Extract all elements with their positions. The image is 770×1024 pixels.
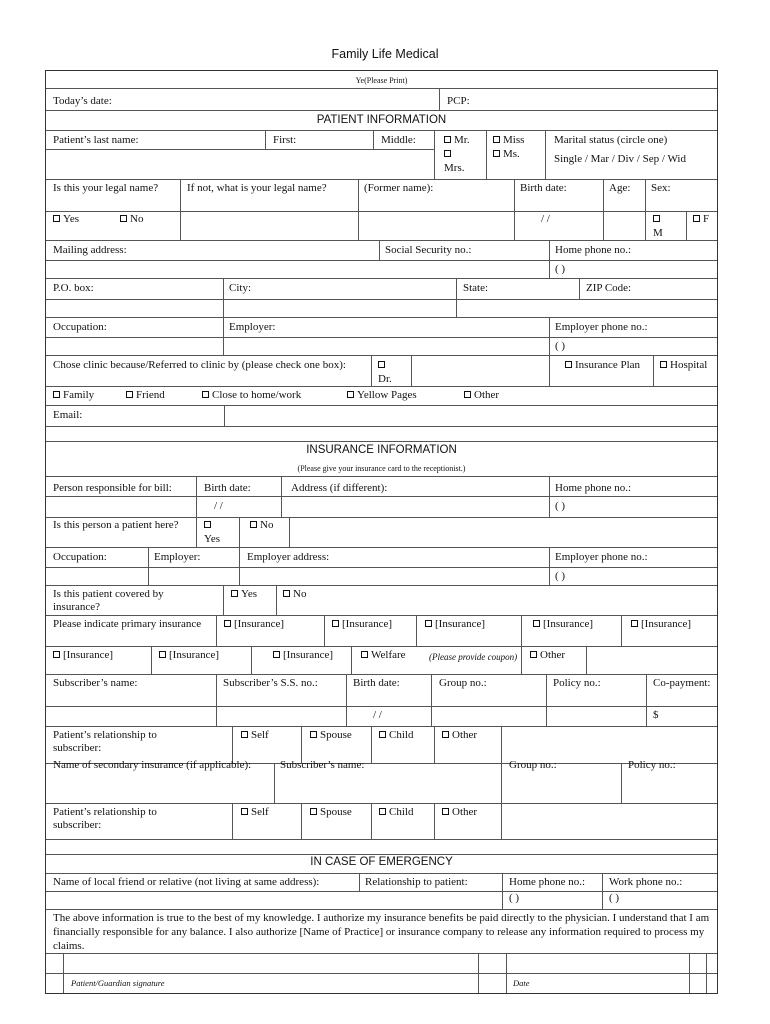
city-label: City:	[229, 282, 252, 294]
referral-dr-checkbox[interactable]	[378, 359, 388, 372]
relationship-question: Patient’s relationship to subscriber:	[53, 729, 157, 754]
is-patient-question: Is this person a patient here?	[53, 519, 179, 531]
spouse-checkbox[interactable]	[310, 731, 317, 738]
secondary-spouse-option[interactable]: Spouse	[310, 806, 352, 819]
secondary-spouse-checkbox[interactable]	[310, 808, 317, 815]
chose-clinic-question: Chose clinic because/Referred to clinic by (please check one box):	[53, 359, 346, 371]
secondary-child-option[interactable]: Child	[379, 806, 413, 819]
subscriber-name-label: Subscriber’s name:	[53, 677, 138, 689]
employer-phone-label: Employer phone no.:	[555, 321, 648, 333]
title-miss-option[interactable]: Miss	[493, 134, 524, 147]
ins-occupation-label: Occupation:	[53, 551, 107, 563]
covered-no-option[interactable]: No	[283, 588, 306, 601]
home-phone-parens: ( )	[555, 263, 566, 275]
friend-checkbox[interactable]	[126, 391, 133, 398]
referral-yellow-pages-option[interactable]: Yellow Pages	[347, 389, 417, 402]
authorization-statement: The above information is true to the best of my knowledge. I authorize my insurance benefits be paid directly to the physician. I understand that I am financially responsible for any balance. I also authorize [Name of Practice] or insurance company to release any information required to process my claims.	[53, 912, 710, 952]
primary-insurance-option-5[interactable]: [Insurance]	[631, 618, 691, 631]
covered-yes-checkbox[interactable]	[231, 590, 238, 597]
ssn-label: Social Security no.:	[385, 244, 472, 256]
sex-m-checkbox[interactable]	[653, 213, 663, 226]
secondary-group-label: Group no.:	[509, 759, 557, 771]
secondary-subscriber-label: Subscriber’s name:	[280, 759, 365, 771]
mr-checkbox[interactable]	[444, 136, 451, 143]
pcp-label: PCP:	[447, 95, 470, 107]
is-patient-no-checkbox[interactable]	[250, 521, 257, 528]
ins-employer-phone-parens: ( )	[555, 570, 566, 582]
primary-other-checkbox[interactable]	[530, 651, 537, 658]
other-checkbox[interactable]	[464, 391, 471, 398]
primary-other-option[interactable]: Other	[530, 649, 565, 662]
former-name-label: (Former name):	[364, 182, 434, 194]
close-checkbox[interactable]	[202, 391, 209, 398]
sex-f-checkbox[interactable]	[693, 215, 700, 222]
secondary-relationship-question: Patient’s relationship to subscriber:	[53, 806, 157, 831]
ins-employer-label: Employer:	[154, 551, 201, 563]
relationship-other-checkbox[interactable]	[442, 731, 449, 738]
primary-insurance-option-3[interactable]: [Insurance]	[425, 618, 485, 631]
emergency-work-phone-parens: ( )	[609, 892, 620, 904]
home-phone-label: Home phone no.:	[555, 244, 632, 256]
responsible-phone-parens: ( )	[555, 500, 566, 512]
secondary-other-option[interactable]: Other	[442, 806, 477, 819]
is-patient-no-option[interactable]: No	[250, 519, 273, 532]
sex-label: Sex:	[651, 182, 671, 194]
welfare-option[interactable]: Welfare	[361, 649, 406, 662]
primary-insurance-option-2[interactable]: [Insurance]	[332, 618, 392, 631]
mailing-address-label: Mailing address:	[53, 244, 127, 256]
insurance-card-note: (Please give your insurance card to the receptionist.)	[297, 464, 466, 473]
legal-yes-option[interactable]: Yes	[53, 213, 79, 226]
middle-name-label: Middle:	[381, 134, 416, 146]
print-note: Ye(Please Print)	[355, 76, 408, 85]
responsible-home-phone-label: Home phone no.:	[555, 482, 632, 494]
first-name-label: First:	[273, 134, 297, 146]
welfare-note: (Please provide coupon)	[429, 652, 518, 662]
state-label: State:	[463, 282, 489, 294]
relationship-child-option[interactable]: Child	[379, 729, 413, 742]
yellow-pages-checkbox[interactable]	[347, 391, 354, 398]
referral-other-option[interactable]: Other	[464, 389, 499, 402]
relationship-to-patient-label: Relationship to patient:	[365, 876, 468, 888]
legal-name-question: Is this your legal name?	[53, 182, 159, 194]
last-name-label: Patient’s last name:	[53, 134, 139, 146]
hospital-checkbox[interactable]	[660, 361, 667, 368]
primary-insurance-option-8[interactable]: [Insurance]	[273, 649, 333, 662]
title-ms-option[interactable]: Ms.	[493, 148, 520, 161]
form-title: Family Life Medical	[331, 47, 439, 61]
emergency-home-phone-parens: ( )	[509, 892, 520, 904]
emergency-home-phone-label: Home phone no.:	[509, 876, 586, 888]
marital-status-label: Marital status (circle one)	[554, 134, 668, 146]
title-mrs-checkbox[interactable]	[444, 148, 454, 161]
referral-dr-label: Dr.	[378, 373, 392, 385]
primary-insurance-option-4[interactable]: [Insurance]	[533, 618, 593, 631]
referral-friend-option[interactable]: Friend	[126, 389, 165, 402]
covered-yes-option[interactable]: Yes	[231, 588, 257, 601]
legal-name-label: If not, what is your legal name?	[187, 182, 327, 194]
responsible-birth-date-label: Birth date:	[204, 482, 251, 494]
secondary-insurance-label: Name of secondary insurance (if applicable):	[53, 759, 252, 771]
covered-no-checkbox[interactable]	[283, 590, 290, 597]
legal-no-checkbox[interactable]	[120, 215, 127, 222]
is-patient-yes-checkbox[interactable]	[204, 519, 214, 532]
subscriber-ssn-label: Subscriber’s S.S. no.:	[223, 677, 318, 689]
referral-insurance-plan-option[interactable]: Insurance Plan	[565, 359, 645, 372]
emergency-work-phone-label: Work phone no.:	[609, 876, 683, 888]
covered-question: Is this patient covered by insurance?	[53, 588, 164, 613]
family-checkbox[interactable]	[53, 391, 60, 398]
local-contact-label: Name of local friend or relative (not living at same address):	[53, 876, 320, 888]
secondary-other-checkbox[interactable]	[442, 808, 449, 815]
primary-insurance-option-7[interactable]: [Insurance]	[159, 649, 219, 662]
legal-no-option[interactable]: No	[120, 213, 143, 226]
copayment-label: Co-payment:	[653, 677, 711, 689]
secondary-policy-label: Policy no.:	[628, 759, 676, 771]
po-box-label: P.O. box:	[53, 282, 94, 294]
patient-section-title: PATIENT INFORMATION	[316, 114, 447, 126]
insurance-section-title: INSURANCE INFORMATION	[306, 444, 457, 456]
email-label: Email:	[53, 409, 83, 421]
todays-date-label: Today’s date:	[53, 95, 112, 107]
responsible-label: Person responsible for bill:	[53, 482, 172, 494]
sex-f-option[interactable]: F	[693, 213, 709, 226]
employer-phone-parens: ( )	[555, 340, 566, 352]
employer-label: Employer:	[229, 321, 276, 333]
group-no-label: Group no.:	[439, 677, 487, 689]
signature-label: Patient/Guardian signature	[71, 978, 165, 988]
primary-insurance-question: Please indicate primary insurance	[53, 618, 202, 630]
secondary-child-checkbox[interactable]	[379, 808, 386, 815]
subscriber-birth-date-slashes: / /	[373, 709, 382, 721]
ins-employer-phone-label: Employer phone no.:	[555, 551, 648, 563]
patient-intake-form	[45, 70, 718, 994]
secondary-self-checkbox[interactable]	[241, 808, 248, 815]
title-mrs-label: Mrs.	[444, 162, 465, 174]
self-checkbox[interactable]	[241, 731, 248, 738]
zip-label: ZIP Code:	[586, 282, 632, 294]
policy-no-label: Policy no.:	[553, 677, 601, 689]
sex-m-label: M	[653, 227, 663, 239]
emergency-section-title: IN CASE OF EMERGENCY	[310, 856, 453, 868]
title-mr-option[interactable]: Mr.	[444, 134, 470, 147]
ms-checkbox[interactable]	[493, 150, 500, 157]
primary-insurance-option-6[interactable]: [Insurance]	[53, 649, 113, 662]
insurance-plan-checkbox[interactable]	[565, 361, 572, 368]
marital-status-options[interactable]: Single / Mar / Div / Sep / Wid	[554, 153, 686, 165]
occupation-label: Occupation:	[53, 321, 107, 333]
primary-insurance-option-1[interactable]: [Insurance]	[224, 618, 284, 631]
relationship-other-option[interactable]: Other	[442, 729, 477, 742]
relationship-self-option[interactable]: Self	[241, 729, 269, 742]
miss-checkbox[interactable]	[493, 136, 500, 143]
child-checkbox[interactable]	[379, 731, 386, 738]
responsible-birth-date-slashes: / /	[214, 500, 223, 512]
age-label: Age:	[609, 182, 631, 194]
referral-family-option[interactable]: Family	[53, 389, 94, 402]
referral-close-option[interactable]: Close to home/work	[202, 389, 301, 402]
birth-date-slashes: / /	[541, 213, 550, 225]
ins-employer-address-label: Employer address:	[247, 551, 330, 563]
secondary-self-option[interactable]: Self	[241, 806, 269, 819]
date-label: Date	[513, 978, 530, 988]
referral-hospital-option[interactable]: Hospital	[660, 359, 707, 372]
birth-date-label: Birth date:	[520, 182, 567, 194]
relationship-spouse-option[interactable]: Spouse	[310, 729, 352, 742]
is-patient-yes-label: Yes	[204, 533, 221, 545]
legal-yes-checkbox[interactable]	[53, 215, 60, 222]
copayment-dollar: $	[653, 709, 659, 721]
subscriber-birth-date-label: Birth date:	[353, 677, 400, 689]
responsible-address-label: Address (if different):	[291, 482, 388, 494]
